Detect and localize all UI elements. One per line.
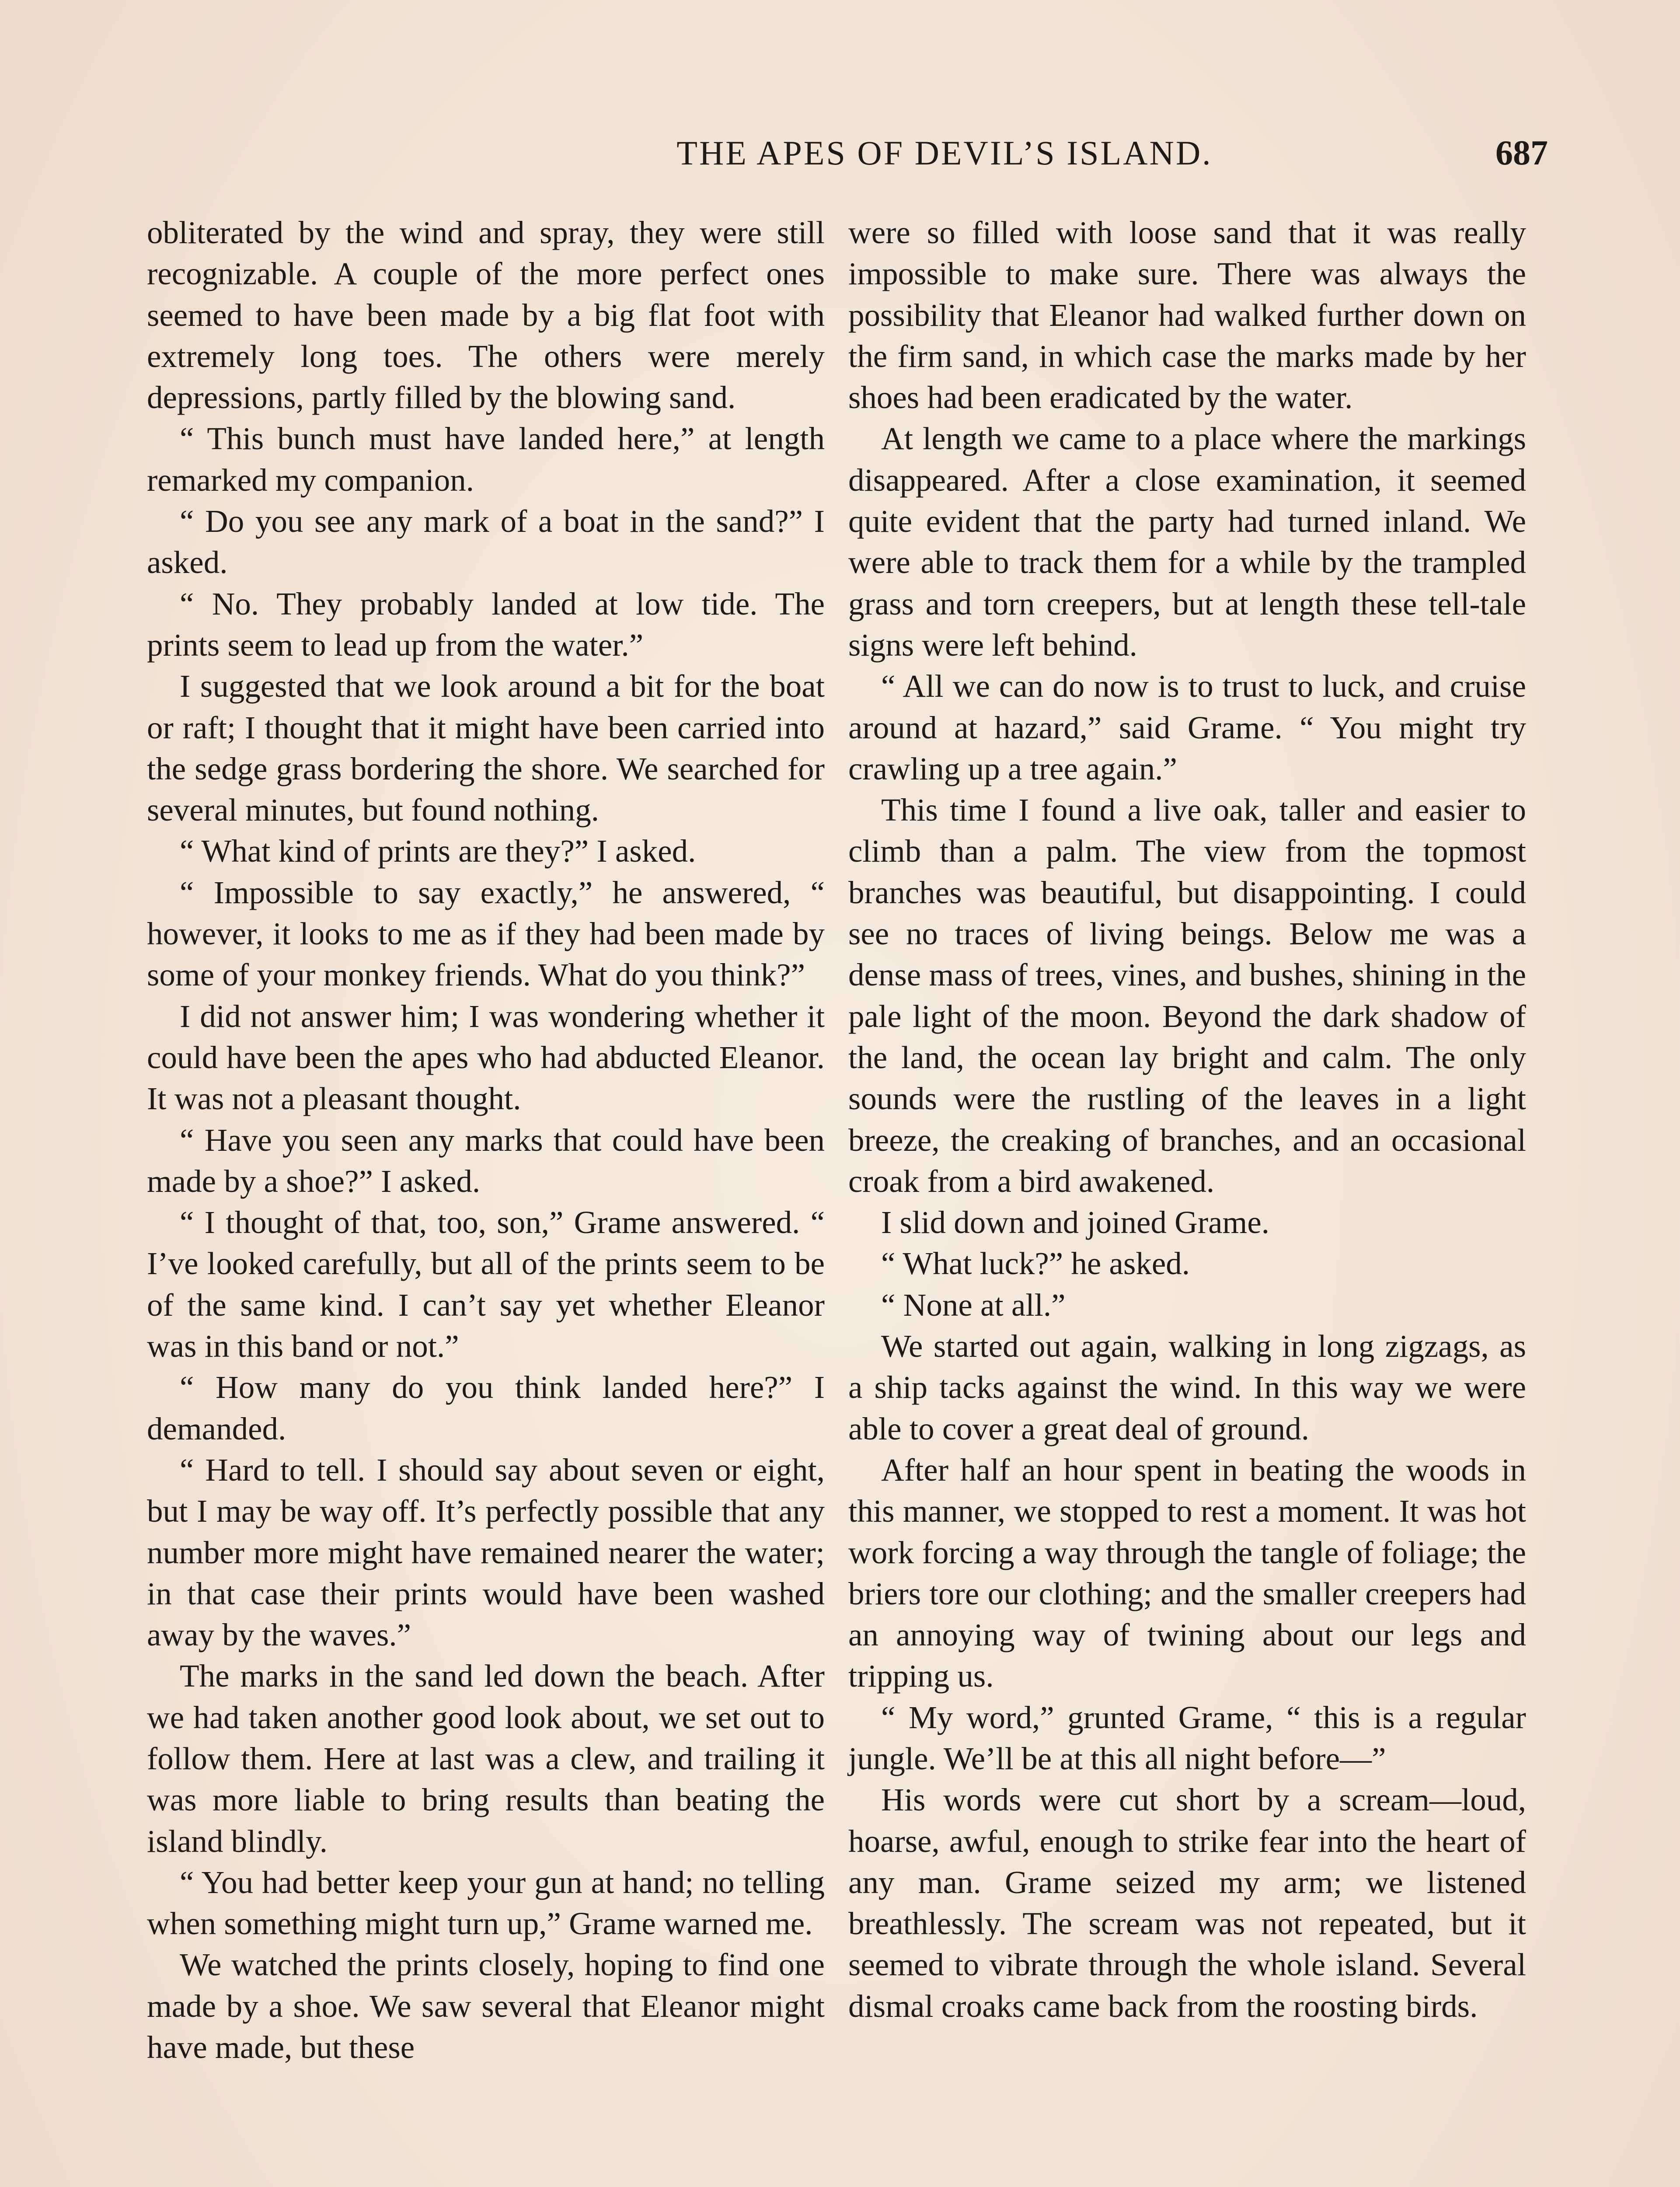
paragraph: “ No. They probably landed at low tide. The prints seem to lead up from the water.” — [147, 586, 825, 663]
paragraph: were so filled with loose sand that it was really impossible to make sure. There was always the possibility that Eleanor had walked further down on the firm sand, in which case the marks made by her shoes had been eradicated by the water. — [848, 215, 1526, 416]
paragraph: “ What luck?” he asked. — [881, 1246, 1190, 1282]
left-column — [147, 212, 825, 2068]
paragraph: The marks in the sand led down the beach. After we had taken another good look about, we set out to follow them. Here at last was a clew, and trailing it was more liable to bring results than beating the island blindly. — [147, 1658, 825, 1859]
paragraph: We watched the prints closely, hoping to find one made by a shoe. We saw several that Eleanor might have made, but these — [147, 1947, 825, 2065]
paragraph: “ All we can do now is to trust to luck, and cruise around at hazard,” said Grame. “ You might try crawling up a tree again.” — [848, 668, 1526, 786]
paragraph: “ You had better keep your gun at hand; no telling when something might turn up,” Grame warned me. — [147, 1864, 825, 1942]
paragraph: “ Have you seen any marks that could have been made by a shoe?” I asked. — [147, 1122, 825, 1199]
paragraph: His words were cut short by a scream—loud, hoarse, awful, enough to strike fear into the heart of any man. Grame seized my arm; we listened breathlessly. The scream was not repeated, but it seemed to vibrate through the whole island. Several dismal croaks came back from the roosting birds. — [848, 1782, 1526, 2024]
paragraph: “ This bunch must have landed here,” at length remarked my companion. — [147, 421, 825, 498]
page-header — [144, 125, 1548, 182]
paragraph: “ My word,” grunted Grame, “ this is a regular jungle. We’ll be at this all night before—” — [848, 1699, 1526, 1776]
running-head: THE APES OF DEVIL’S ISLAND. — [676, 134, 1213, 172]
paragraph: “ What kind of prints are they?” I asked. — [180, 833, 696, 869]
paragraph: “ Do you see any mark of a boat in the sand?” I asked. — [147, 503, 825, 580]
paragraph: I slid down and joined Grame. — [881, 1205, 1269, 1240]
paragraph: “ None at all.” — [881, 1287, 1066, 1323]
paragraph: obliterated by the wind and spray, they were still recognizable. A couple of the more perfect ones seemed to have been made by a big flat foot with extremely long toes. The others were merely depressions, partly filled by the blowing sand. — [147, 215, 825, 416]
page-number: 687 — [1495, 134, 1548, 172]
paragraph: At length we came to a place where the markings disappeared. After a close examination, it seemed quite evident that the party had turned inland. We were able to track them for a while by the trampled grass and torn creepers, but at length these tell-tale signs were left behind. — [848, 421, 1526, 663]
paragraph: We started out again, walking in long zigzags, as a ship tacks against the wind. In this way we were able to cover a great deal of ground. — [848, 1328, 1526, 1446]
paragraph: After half an hour spent in beating the woods in this manner, we stopped to rest a moment. It was hot work forcing a way through the tangle of foliage; the briers tore our clothing; and the smaller creepers had an annoying way of twining about our legs and tripping us. — [848, 1452, 1526, 1694]
paragraph: I did not answer him; I was wondering whether it could have been the apes who had abducted Eleanor. It was not a pleasant thought. — [147, 998, 825, 1117]
paragraph: “ I thought of that, too, son,” Grame answered. “ I’ve looked carefully, but all of the prints seem to be of the same kind. I can’t say yet whether Eleanor was in this band or not.” — [147, 1205, 825, 1364]
paragraph: This time I found a live oak, taller and easier to climb than a palm. The view from the topmost branches was beautiful, but disappointing. I could see no traces of living beings. Below me was a dense mass of trees, vines, and bushes, shining in the pale light of the moon. Beyond the dark shadow of the land, the ocean lay bright and calm. The only sounds were the rustling of the leaves in a light breeze, the creaking of branches, and an occasional croak from a bird awakened. — [848, 792, 1526, 1199]
right-column — [848, 212, 1526, 2027]
paragraph: “ Impossible to say exactly,” he answered, “ however, it looks to me as if they had been made by some of your monkey friends. What do you think?” — [147, 874, 825, 993]
paragraph: I suggested that we look around a bit for the boat or raft; I thought that it might have been carried into the sedge grass bordering the shore. We searched for several minutes, but found nothing. — [147, 668, 825, 828]
paragraph: “ Hard to tell. I should say about seven or eight, but I may be way off. It’s perfectly possible that any number more might have remained nearer the water; in that case their prints would have been washed away by the waves.” — [147, 1452, 825, 1653]
paragraph: “ How many do you think landed here?” I demanded. — [147, 1369, 825, 1446]
